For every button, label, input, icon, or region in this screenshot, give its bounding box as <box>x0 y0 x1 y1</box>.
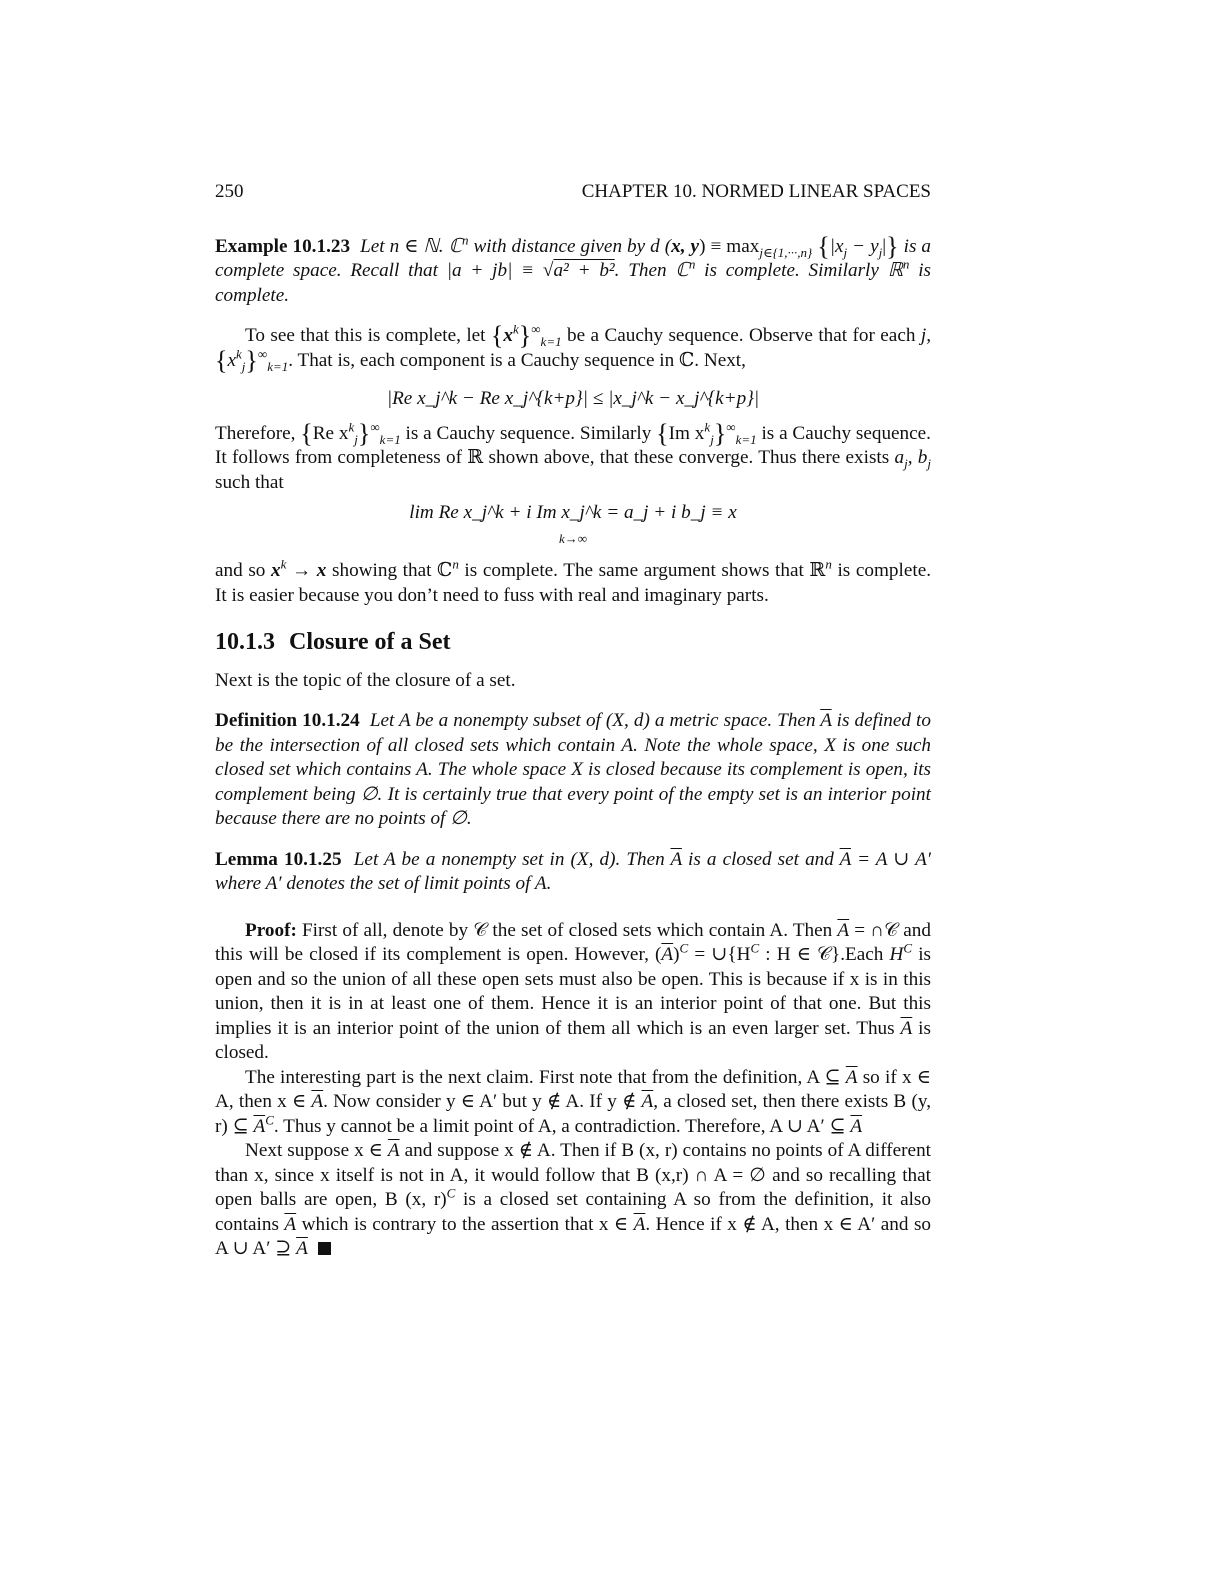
section-number: 10.1.3 <box>215 629 275 655</box>
definition-label: Definition 10.1.24 <box>215 710 360 731</box>
example-10-1-23: Example 10.1.23 Let n ∈ ℕ. ℂ$^n$ with distance given by d (x, $y) \equiv \max_{j\in\{1,\cdot\cdot\cdot,n\}} \{|x_j - y_j|\}$ is a complete space. Recall that |a + jb| ≡ √a² + b². Then ℂ$^n$ is complete. Similarly ℝ$^n$ is complete. <box>215 231 932 306</box>
display-limit: lim Re x_j^k + i Im x_j^k = a_j + i b_j ≡ x k→∞ <box>409 502 737 546</box>
chapter-title: CHAPTER 10. NORMED LINEAR SPACES <box>581 181 931 202</box>
proof-label: Proof: <box>245 919 297 941</box>
conclusion-paragraph: and so $x^k \to x$ showing that ℂ$^n$ is complete. The same argument shows that ℝ$^n$ is complete. It is easier because you don’t need to fuss with real and imaginary parts. <box>215 556 932 606</box>
lemma-proof-paragraph-1: Proof: First of all, denote by 𝒞 the set of closed sets which contain A. Then $\overline{A}$ = ∩𝒞 and this will be closed if its complement is open. However, $(\overline{A})^C$ = $\cup\{H^C$ : H ∈ 𝒞}.Each $H^C$ is open and so the union of all these open sets must also be open. This is because if x is in this union, then it is in at least one of them. Hence it is an interior point of that one. But this implies it is an interior point of the union of them all which is an even larger set. Thus $\overline{A}$ is closed. <box>215 919 931 1063</box>
example-label: Example 10.1.23 <box>215 235 351 257</box>
lemma-proof-paragraph-2: The interesting part is the next claim. First note that from the definition, A ⊆ $\overline{A}$ so if x ∈ A, then x ∈ $\overline{A}$. Now consider y ∈ A′ but y ∉ A. If y ∉ $\overline{A}$, a closed set, then there exists B (y, r) ⊆ $\overline{A}^C$. Thus y cannot be a limit point of A, a contradiction. Therefore, A ∪ A′ ⊆ $\overline{A}$ <box>215 1066 931 1137</box>
definition-10-1-24: Definition 10.1.24 Let A be a nonempty subset of (X, d) a metric space. Then $\overline{A}$ is defined to be the intersection of all closed sets which contain A. Note the whole space, X is one such closed set which contains A. The whole space X is closed because its complement is open, its complement being ∅. It is certainly true that every point of the empty set is an interior point because there are no points of ∅. <box>215 710 931 829</box>
running-head <box>215 180 931 205</box>
section-heading <box>215 630 931 655</box>
example-proof-paragraph: To see that this is complete, let $\{x^k\}^\infty_{k=1}$ be a Cauchy sequence. Observe that for each j, $\{x^k_j\}^\infty_{k=1}$. That is, each component is a Cauchy sequence in ℂ. Next, <box>215 321 931 375</box>
lemma-label: Lemma 10.1.25 <box>215 848 342 870</box>
lemma-10-1-25: Lemma 10.1.25 Let A be a nonempty set in (X, d). Then $\overline{A}$ is a closed set and $\overline{A} = A$ ∪ A′ where A′ denotes the set of limit points of A. <box>215 848 932 894</box>
therefore-paragraph: Therefore, {Re $x^k_j\}^\infty_{k=1}$ is a Cauchy sequence. Similarly {Im $x^k_j\}^\infty_{k=1}$ is a Cauchy sequence. It follows from completeness of ℝ shown above, that these converge. Thus there exists $a_j$, $b_j$ such that <box>215 418 932 493</box>
section-title: Closure of a Set <box>289 629 451 655</box>
qed-square-icon <box>318 1242 331 1255</box>
section-intro: Next is the topic of the closure of a set. <box>215 669 516 691</box>
lemma-proof-paragraph-3: Next suppose x ∈ $\overline{A}$ and suppose x ∉ A. Then if B (x, r) contains no points of A different than x, since x itself is not in A, it would follow that B (x,r) ∩ A = ∅ and so recalling that open balls are open, B (x, r)$^C$ is a closed set containing A so from the definition, it also contains $\overline{A}$ which is contrary to the assertion that x ∈ $\overline{A}$. Hence if x ∉ A, then x ∈ A′ and so A ∪ A′ ⊇ $\overline{A}$ <box>215 1140 932 1259</box>
page-number: 250 <box>215 181 244 202</box>
display-inequality: |Re x_j^k − Re x_j^{k+p}| ≤ |x_j^k − x_j^{k+p}| <box>386 388 760 409</box>
page-content <box>215 180 931 1262</box>
